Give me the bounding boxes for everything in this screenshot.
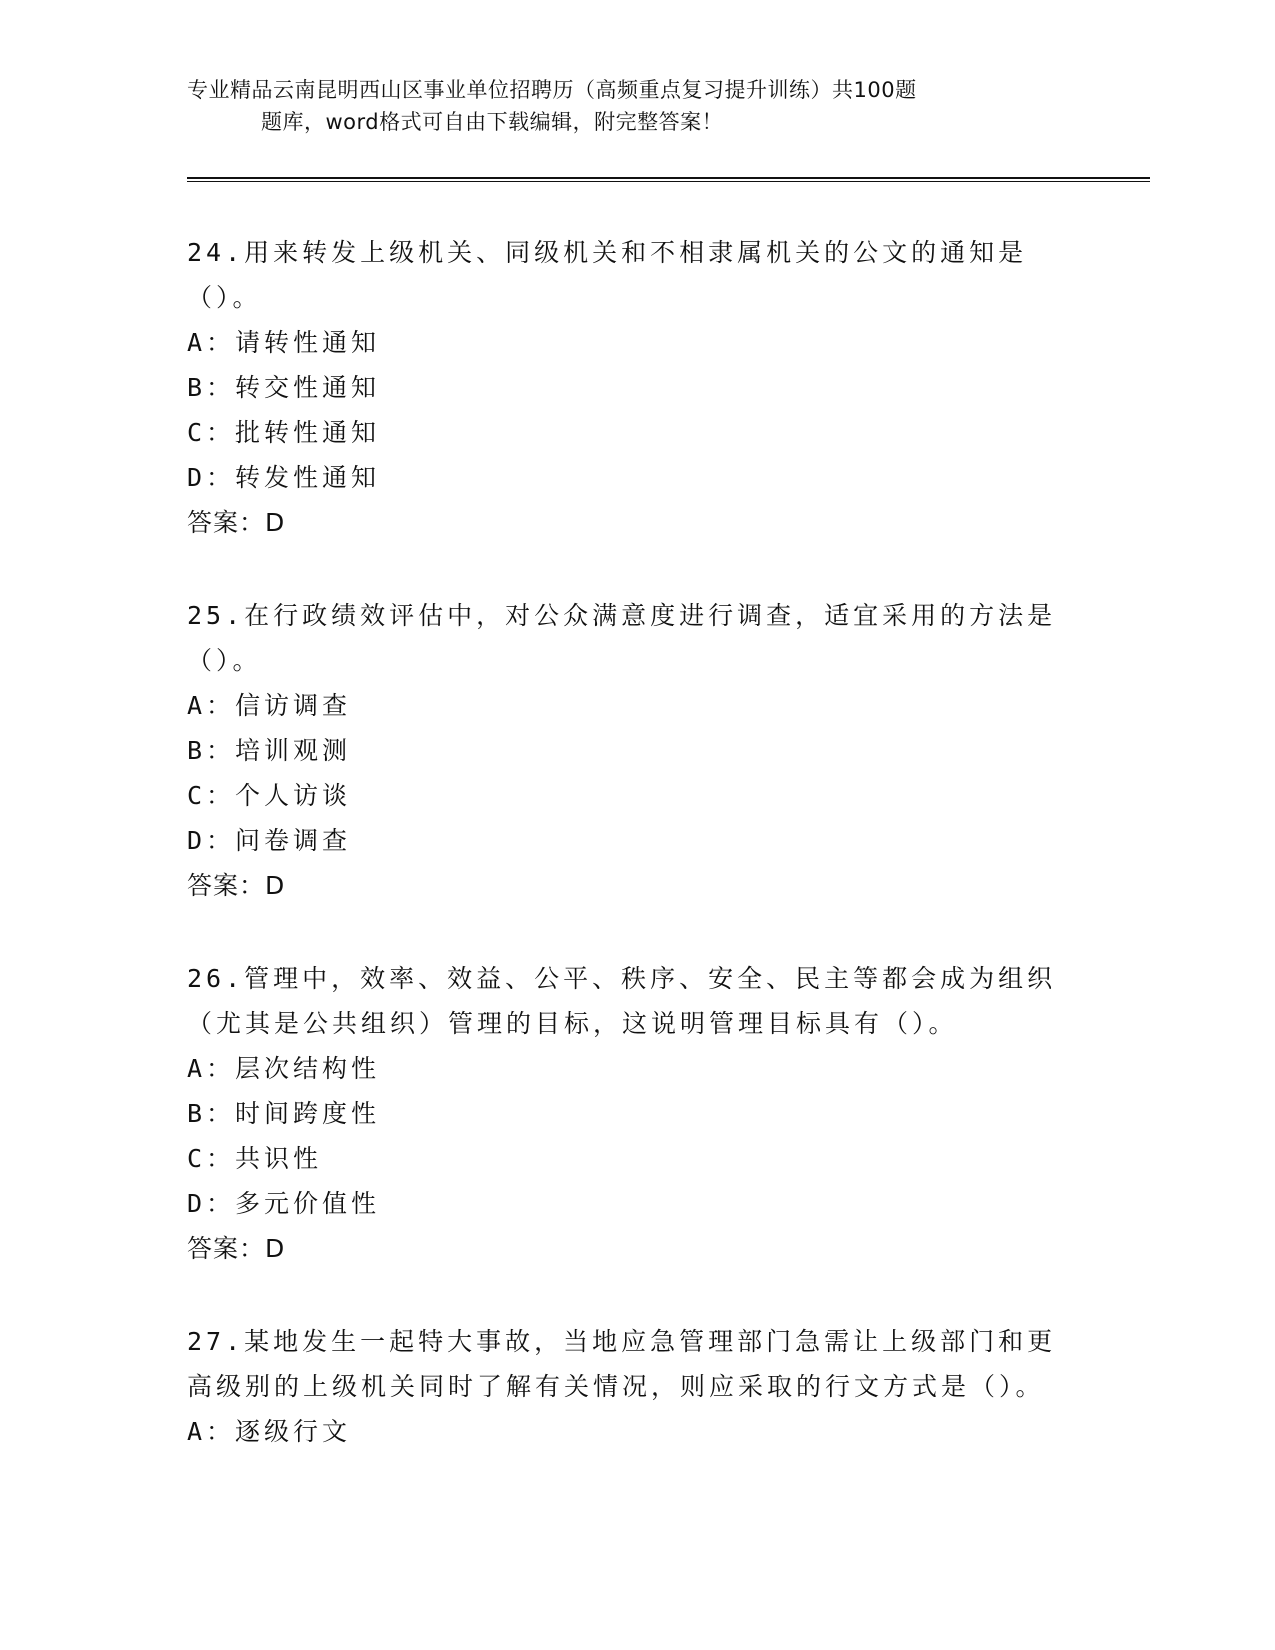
option-c: C：个人访谈 (187, 781, 352, 810)
question-26 (187, 956, 1087, 1271)
answer-line: 答案：D (187, 508, 286, 537)
question-stem: 24.用来转发上级机关、同级机关和不相隶属机关的公文的通知是（）。 (187, 238, 1028, 312)
option-c: C：共识性 (187, 1144, 323, 1173)
option-d: D：转发性通知 (187, 463, 381, 492)
answer-line: 答案：D (187, 871, 286, 900)
option-b: B：培训观测 (187, 736, 352, 765)
answer-line: 答案：D (187, 1234, 286, 1263)
question-stem: 27.某地发生一起特大事故，当地应急管理部门急需让上级部门和更高级别的上级机关同时了解有关情况，则应采取的行文方式是（）。 (187, 1327, 1057, 1401)
option-d: D：多元价值性 (187, 1189, 381, 1218)
option-a: A：逐级行文 (187, 1417, 352, 1446)
option-b: B：转交性通知 (187, 373, 381, 402)
header-title-line2: 题库，word格式可自由下载编辑，附完整答案！ (261, 110, 724, 134)
header-divider-thick (187, 177, 1150, 179)
header-divider-thin (187, 181, 1150, 182)
question-25 (187, 593, 1087, 908)
question-list (187, 230, 1087, 1502)
option-b: B：时间跨度性 (187, 1099, 381, 1128)
header-title-line1: 专业精品云南昆明西山区事业单位招聘历（高频重点复习提升训练）共100题 (187, 78, 917, 102)
question-stem: 25.在行政绩效评估中，对公众满意度进行调查，适宜采用的方法是（）。 (187, 601, 1057, 675)
option-a: A：信访调查 (187, 691, 352, 720)
option-a: A：层次结构性 (187, 1054, 381, 1083)
document-header (187, 74, 1067, 138)
question-stem: 26.管理中，效率、效益、公平、秩序、安全、民主等都会成为组织（尤其是公共组织）管理的目标，这说明管理目标具有（）。 (187, 964, 1057, 1038)
option-a: A：请转性通知 (187, 328, 381, 357)
option-d: D：问卷调查 (187, 826, 352, 855)
question-27 (187, 1319, 1087, 1454)
option-c: C：批转性通知 (187, 418, 381, 447)
question-24 (187, 230, 1087, 545)
